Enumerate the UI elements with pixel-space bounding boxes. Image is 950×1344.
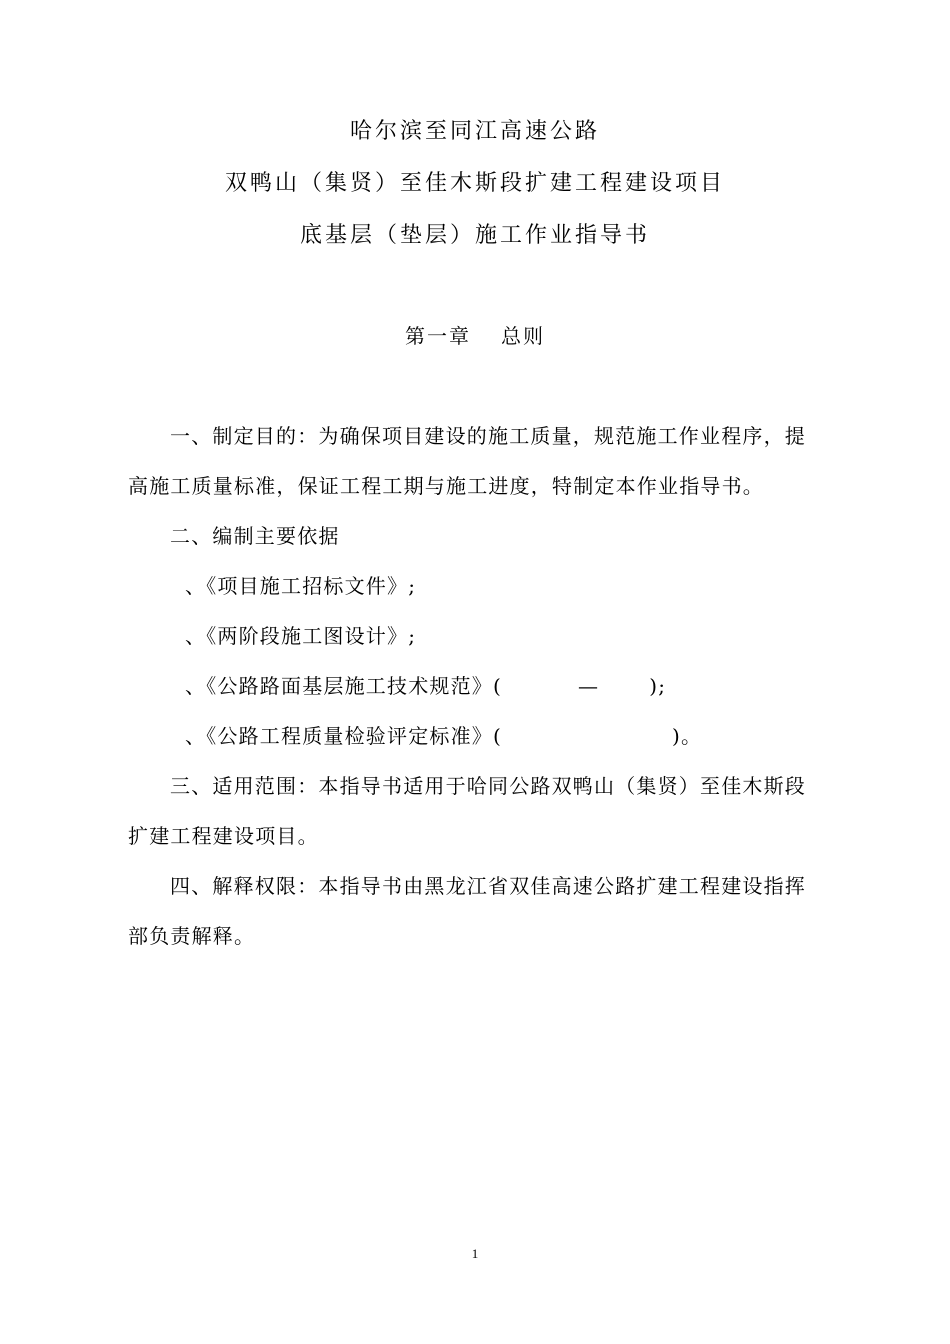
basis-reference-1: 、《项目施工招标文件》; bbox=[185, 574, 417, 598]
basis-reference-3-dash: — bbox=[578, 674, 600, 698]
basis-reference-3-end: ); bbox=[649, 674, 667, 698]
basis-reference-2: 、《两阶段施工图设计》; bbox=[185, 624, 417, 648]
purpose-paragraph-line-1: 一、制定目的：为确保项目建设的施工质量，规范施工作业程序，提 bbox=[170, 424, 806, 448]
basis-reference-3 bbox=[185, 671, 666, 701]
document-title-line-1: 哈尔滨至同江高速公路 bbox=[349, 119, 600, 144]
authority-paragraph-line-1: 四、解释权限：本指导书由黑龙江省双佳高速公路扩建工程建设指挥 bbox=[170, 874, 806, 898]
chapter-name: 总则 bbox=[501, 324, 545, 348]
basis-heading: 二、编制主要依据 bbox=[170, 524, 340, 548]
basis-reference-4-end: )。 bbox=[672, 724, 703, 748]
purpose-paragraph-line-2: 高施工质量标准，保证工程工期与施工进度，特制定本作业指导书。 bbox=[128, 474, 764, 498]
scope-paragraph-line-1: 三、适用范围：本指导书适用于哈同公路双鸭山（集贤）至佳木斯段 bbox=[170, 774, 806, 798]
basis-reference-3-text: 、《公路路面基层施工技术规范》( bbox=[185, 674, 503, 698]
document-title-line-2: 双鸭山（集贤）至佳木斯段扩建工程建设项目 bbox=[224, 171, 725, 196]
basis-reference-4 bbox=[185, 721, 702, 751]
chapter-number: 第一章 bbox=[405, 324, 471, 348]
document-title-line-3: 底基层（垫层）施工作业指导书 bbox=[299, 223, 650, 248]
authority-paragraph-line-2: 部负责解释。 bbox=[128, 924, 256, 948]
page-number: 1 bbox=[471, 1246, 479, 1261]
basis-reference-4-text: 、《公路工程质量检验评定标准》( bbox=[185, 724, 503, 748]
scope-paragraph-line-2: 扩建工程建设项目。 bbox=[128, 824, 319, 848]
chapter-heading bbox=[0, 321, 950, 351]
